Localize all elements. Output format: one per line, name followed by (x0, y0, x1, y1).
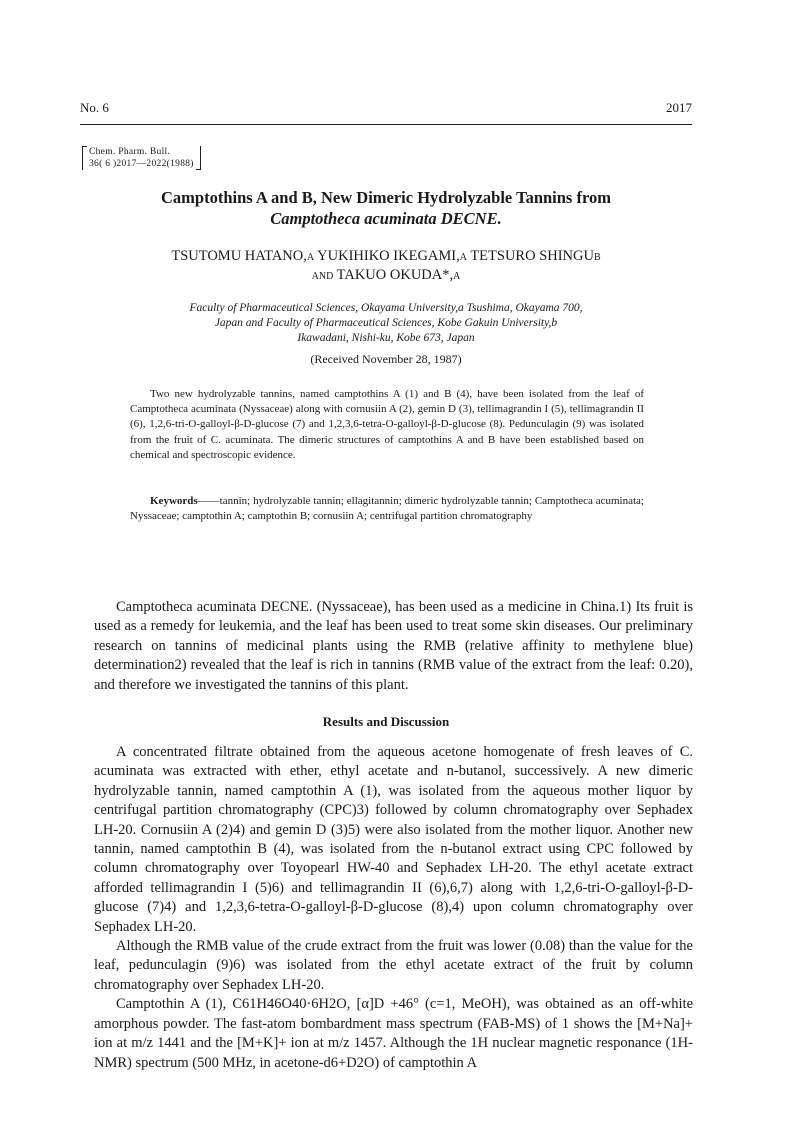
citation-volume: 36( 6 )2017—2022(1988) (89, 159, 194, 169)
page-number: 2017 (666, 100, 692, 115)
intro-paragraph: Camptotheca acuminata DECNE. (Nyssaceae), has been used as a medicine in China.1) Its fruit is used as a remedy for leukemia, and the leaf has been used to treat some skin diseases. Our preliminary research on tannins of medicinal plants using the RMB (relative affinity to methylene blue) determination2) revealed that the leaf is rich in tannins (RMB value of the extract from the leaf: 0.20), and therefore we investigated the tannins of this plant. (94, 599, 693, 693)
affiliation-line-3: Ikawadani, Nishi-ku, Kobe 673, Japan (297, 332, 475, 344)
title-line-1: Camptothins A and B, New Dimeric Hydrolyzable Tannins from (161, 188, 611, 207)
received-date: (Received November 28, 1987) (310, 352, 462, 366)
affiliations (80, 301, 692, 346)
affiliation-line-2: Japan and Faculty of Pharmaceutical Sciences, Kobe Gakuin University,b (214, 317, 558, 329)
section-heading: Results and Discussion (322, 714, 450, 729)
author-list (80, 247, 692, 285)
results-paragraph-3: Camptothin A (1), C61H46O40·6H2O, [α]D +46° (c=1, MeOH), was obtained as an off-white amorphous powder. The fast-atom bombardment mass spectrum (FAB-MS) of 1 shows the [M+Na]+ ion at m/z 1441 and the [M+K]+ ion at m/z 1457. Although the 1H nuclear magnetic responance (1H-NMR) spectrum (500 MHz, in acetone-d6+D2O) of camptothin A (94, 996, 693, 1071)
issue-number: No. 6 (80, 100, 109, 115)
affiliation-line-1: Faculty of Pharmaceutical Sciences, Okayama University,a Tsushima, Okayama 700, (189, 302, 583, 314)
title-line-2: Camptotheca acuminata DECNE. (270, 209, 502, 228)
citation-journal: Chem. Pharm. Bull. (89, 147, 171, 157)
abstract-text: Two new hydrolyzable tannins, named camptothins A (1) and B (4), have been isolated from the leaf of Camptotheca acuminata (Nyssaceae) along with cornusiin A (2), gemin D (3), tellimagrandin I (5), tellimagrandin II (6), 1,2,6-tri-O-galloyl-β-D-glucose (7) and 1,2,3,6-tetra-O-galloyl-β-D-glucose (8). Pedunculagin (9) was isolated from the fruit of C. acuminata. The dimeric structures of camptothins A and B have been established based on chemical and spectroscopic evidence. (130, 388, 644, 461)
journal-citation (82, 146, 201, 170)
keywords-label: Keywords (150, 495, 198, 507)
article-title (80, 187, 692, 229)
authors-line-2: and TAKUO OKUDA*,a (311, 267, 461, 283)
abstract (130, 387, 644, 463)
keywords-text: ——tannin; hydrolyzable tannin; ellagitannin; dimeric hydrolyzable tannin; Camptotheca acuminata; Nyssaceae; camptothin A; camptothin B; cornusiin A; centrifugal partition chromatography (130, 495, 644, 523)
introduction (94, 598, 693, 695)
results-section (94, 743, 693, 1073)
results-paragraph-2: Although the RMB value of the crude extract from the fruit was lower (0.08) than the value for the leaf, pedunculagin (9)6) was isolated from the ethyl acetate extract of the fruit by column chromatography over Sephadex LH-20. (94, 938, 693, 993)
authors-line-1: TSUTOMU HATANO,a YUKIHIKO IKEGAMI,a TETSURO SHINGUb (171, 248, 601, 264)
results-paragraph-1: A concentrated filtrate obtained from the aqueous acetone homogenate of fresh leaves of C. acuminata was extracted with ether, ethyl acetate and n-butanol, successively. A new dimeric hydrolyzable tannin, named camptothin A (1), was isolated from the aqueous mother liquor by centrifugal partition chromatography (CPC)3) followed by column chromatography over Sephadex LH-20. Cornusiin A (2)4) and gemin D (3)5) were also isolated from the mother liquor. Another new tannin, named camptothin B (4), was isolated from the n-butanol extract using CPC followed by column chromatography over Toyopearl HW-40 and Sephadex LH-20. The ethyl acetate extract afforded tellimagrandin I (5)6) and tellimagrandin II (6),6,7) along with 1,2,6-tri-O-galloyl-β-D-glucose (7)4) and 1,2,3,6-tetra-O-galloyl-β-D-glucose (8),4) upon column chromatography over Sephadex LH-20. (94, 744, 693, 935)
keywords (130, 494, 644, 524)
header-rule (80, 124, 692, 125)
